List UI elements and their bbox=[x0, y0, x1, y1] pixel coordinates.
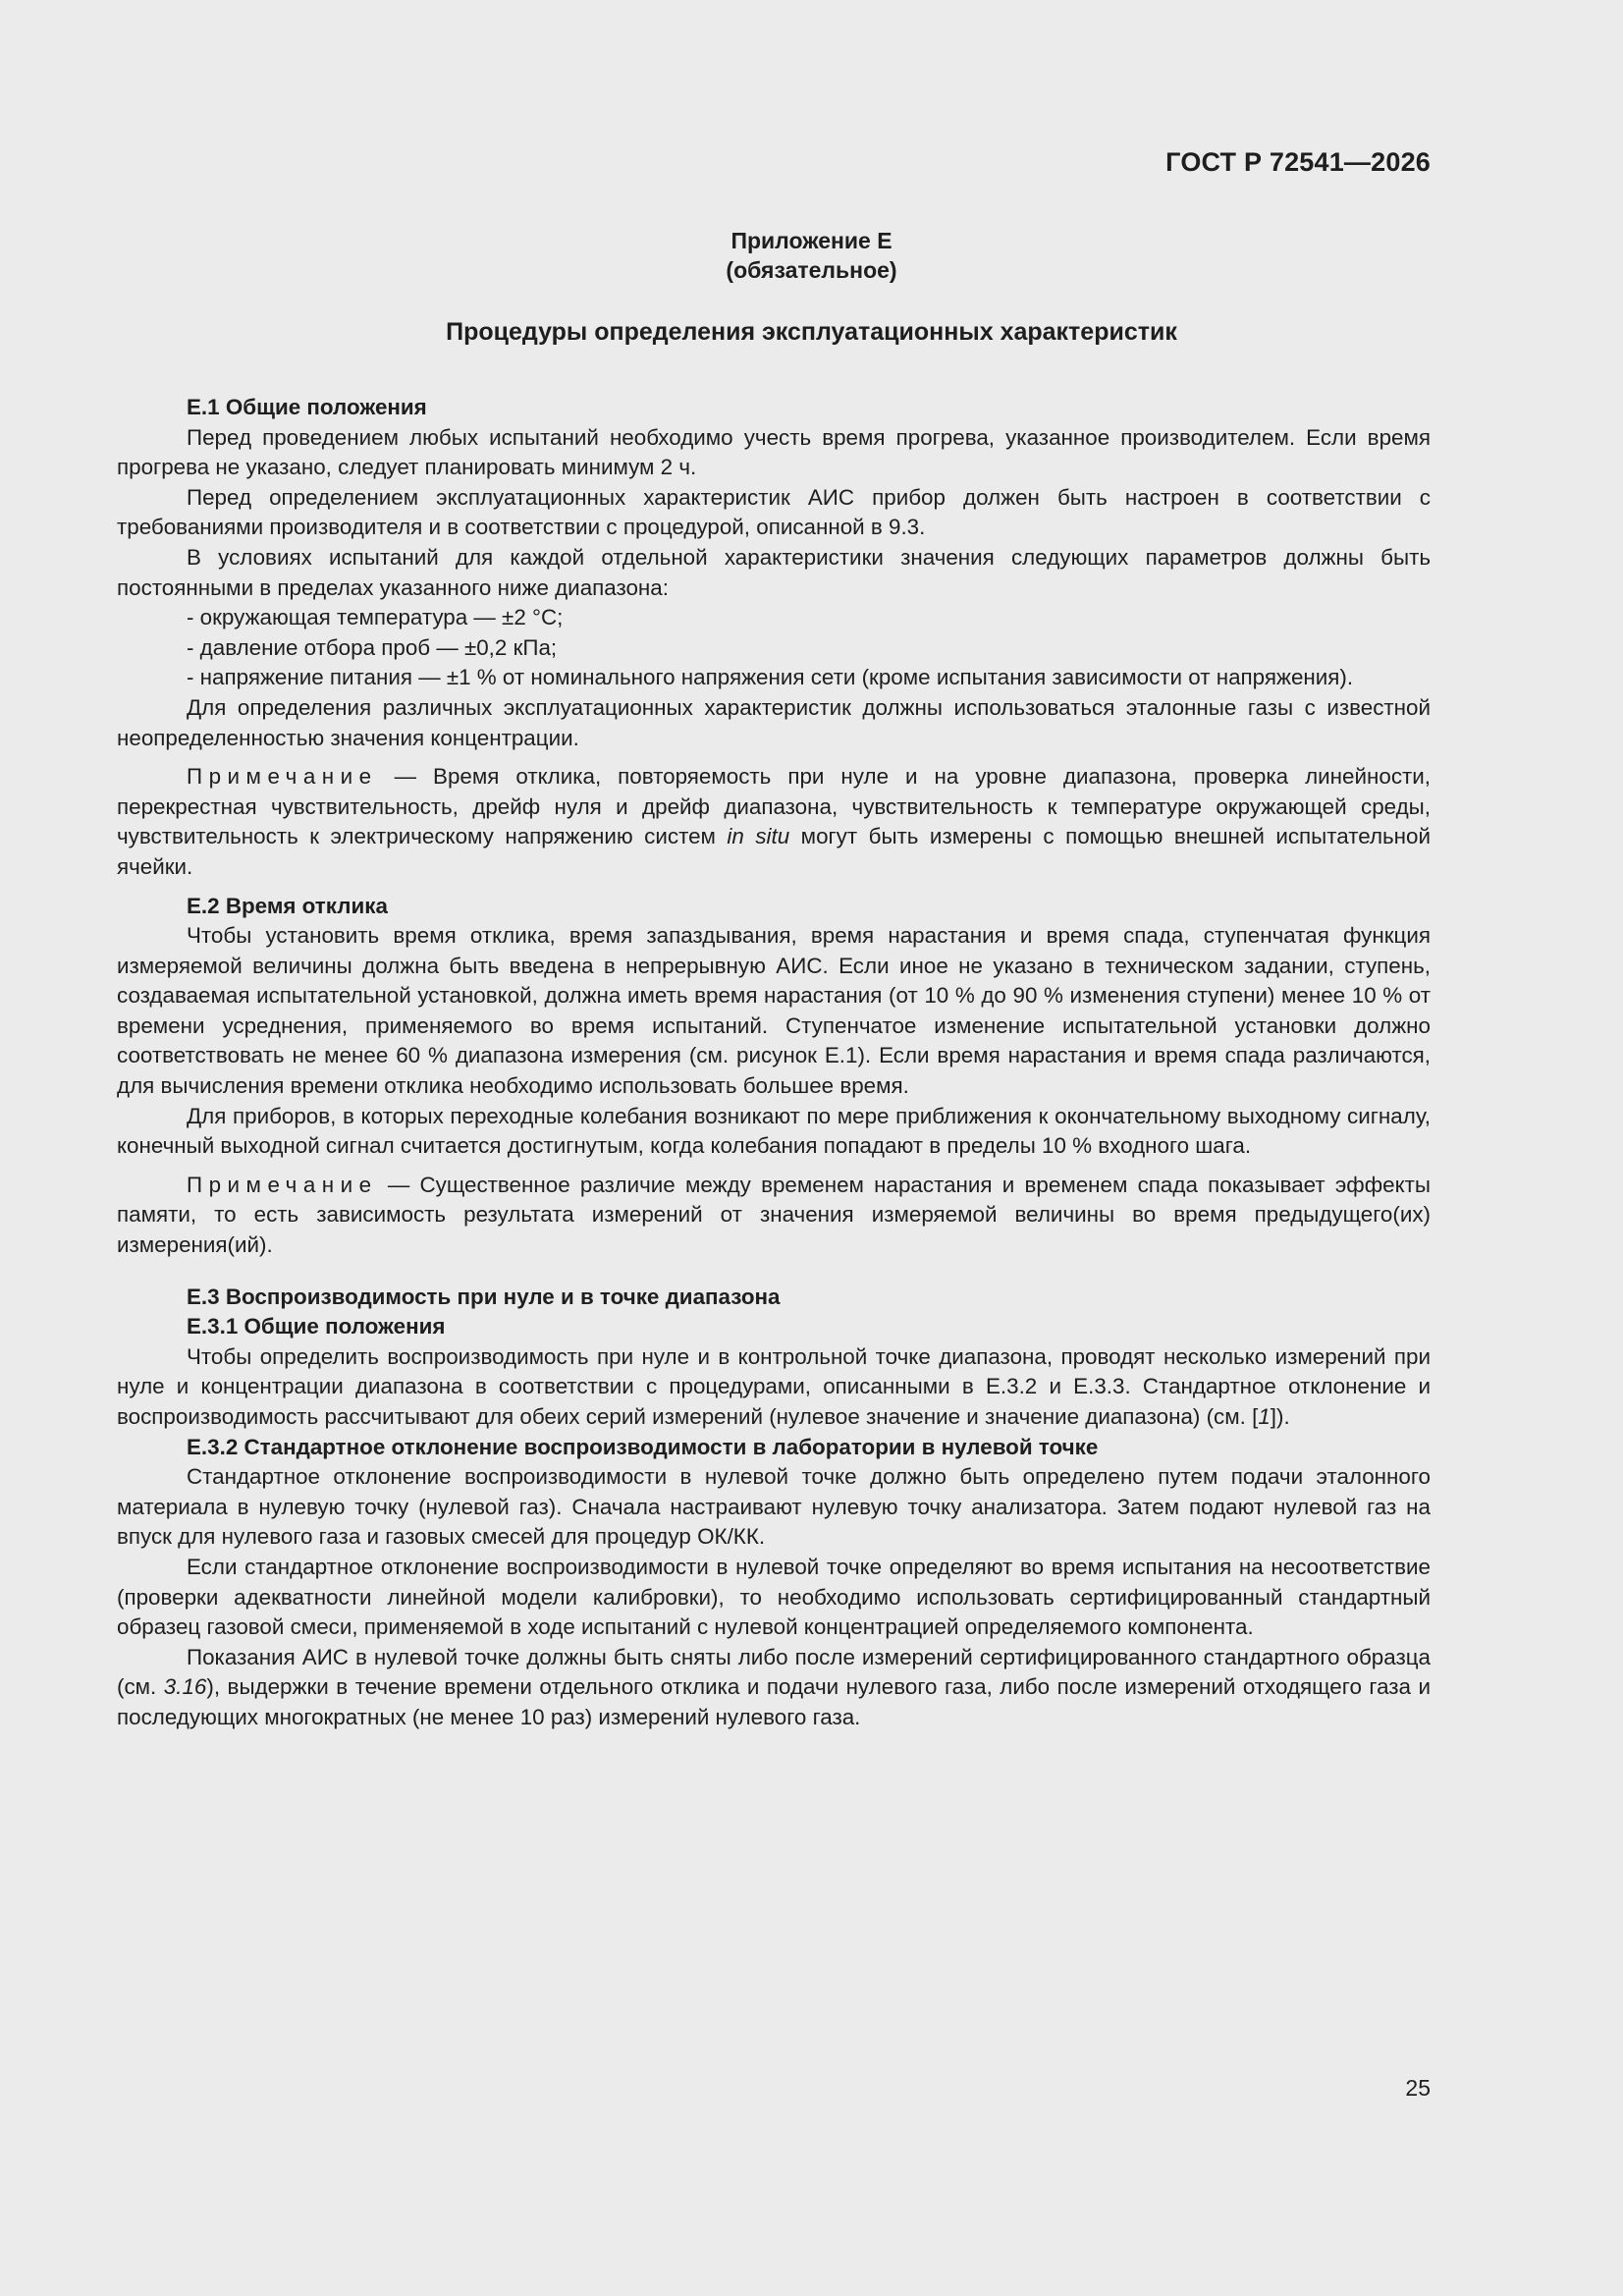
paragraph: Перед определением эксплуатационных характеристик АИС прибор должен быть настроен в соответствии с требованиями производителя и в соответствии с процедурой, описанной в 9.3. bbox=[117, 484, 1431, 540]
note-label: Примечание bbox=[187, 1172, 378, 1197]
section-e2-heading: Е.2 Время отклика bbox=[187, 893, 388, 918]
list-item: - давление отбора проб — ±0,2 кПа; bbox=[187, 634, 558, 660]
section-e3-heading: Е.3 Воспроизводимость при нуле и в точке диапазона bbox=[187, 1284, 781, 1309]
list-item: - окружающая температура — ±2 °С; bbox=[187, 605, 564, 630]
paragraph: Для определения различных эксплуатационных характеристик должны использоваться эталонные газы с известной неопределенностью значения концентрации. bbox=[117, 694, 1431, 750]
appendix-main-title: Процедуры определения эксплуатационных характеристик bbox=[446, 318, 1177, 346]
note-label: Примечание bbox=[187, 764, 378, 790]
paragraph: Для приборов, в которых переходные колебания возникают по мере приближения к окончательному выходному сигналу, конечный выходной сигнал считается достигнутым, когда колебания попадают в пределы 10 % входного шага. bbox=[117, 1103, 1431, 1159]
paragraph bbox=[117, 1342, 1431, 1433]
document-id: ГОСТ Р 72541—2026 bbox=[1165, 147, 1431, 177]
paragraph-text: Показания АИС в нулевой точке должны быть сняты либо после измерений сертифицированного стандартного образца (см. bbox=[117, 1644, 1431, 1700]
note-text: могут быть измерены с помощью внешней испытательной ячейки. bbox=[117, 824, 1431, 879]
paragraph: Перед проведением любых испытаний необходимо учесть время прогрева, указанное производителем. Если время прогрева не указано, следует планировать минимум 2 ч. bbox=[117, 424, 1431, 480]
paragraph-text: Чтобы определить воспроизводимость при нуле и в контрольной точке диапазона, проводят несколько измерений при нуле и концентрации диапазона в соответствии с процедурами, описанными в Е.3.2 и Е.3.3. Стандартное отклонение и воспроизводимость рассчитывают для обеих серий измерений (нулевое значение и значение диапазона) (см. [ bbox=[117, 1343, 1431, 1429]
paragraph: В условиях испытаний для каждой отдельной характеристики значения следующих параметров должны быть постоянными в пределах указанного ниже диапазона: bbox=[117, 544, 1431, 600]
reference-link[interactable]: 3.16 bbox=[163, 1674, 207, 1700]
note-text: — Существенное различие между временем нарастания и временем спада показывает эффекты памяти, то есть зависимость результата измерений от значения измеряемой величины во время предыдущего(их) измерения(ий). bbox=[117, 1172, 1431, 1258]
note-text: — Время отклика, повторяемость при нуле и на уровне диапазона, проверка линейности, перекрестная чувствительность, дрейф нуля и дрейф диапазона, чувствительность к температуре окружающей среды, чувствительность к электрическому напряжению систем bbox=[117, 764, 1431, 849]
appendix-title: Приложение Е bbox=[730, 228, 893, 253]
paragraph bbox=[117, 1643, 1431, 1733]
paragraph-text: ), выдержки в течение времени отдельного отклика и подачи нулевого газа, либо после измерений отходящего газа и последующих многократных (не менее 10 раз) измерений нулевого газа. bbox=[117, 1674, 1431, 1729]
list-item: - напряжение питания — ±1 % от номинального напряжения сети (кроме испытания зависимости от напряжения). bbox=[187, 665, 1354, 690]
paragraph: Стандартное отклонение воспроизводимости в нулевой точке должно быть определено путем подачи эталонного материала в нулевую точку (нулевой газ). Сначала настраивают нулевую точку анализатора. Затем подают нулевой газ на впуск для нулевого газа и газовых смесей для процедур ОК/КК. bbox=[117, 1464, 1431, 1550]
page-number: 25 bbox=[1405, 2075, 1431, 2101]
note-emphasis: in situ bbox=[727, 824, 790, 849]
section-e31-heading: Е.3.1 Общие положения bbox=[187, 1314, 446, 1339]
appendix-status: (обязательное) bbox=[726, 257, 897, 283]
note bbox=[117, 1171, 1431, 1261]
paragraph: Если стандартное отклонение воспроизводимости в нулевой точке определяют во время испытания на несоответствие (проверки адекватности линейной модели калибровки), то необходимо использовать сертифицированный стандартный образец газовой смеси, применяемой в ходе испытаний с нулевой концентрацией определяемого компонента. bbox=[117, 1554, 1431, 1640]
note bbox=[117, 762, 1431, 882]
section-e1-heading: Е.1 Общие положения bbox=[187, 395, 427, 419]
reference-link[interactable]: 1 bbox=[1258, 1404, 1271, 1429]
paragraph: Чтобы установить время отклика, время запаздывания, время нарастания и время спада, ступенчатая функция измеряемой величины должна быть введена в непрерывную АИС. Если иное не указано в техническом задании, ступень, создаваемая испытательной установкой, должна иметь время нарастания (от 10 % до 90 % изменения ступени) менее 10 % от времени усреднения, применяемого во время испытаний. Ступенчатое изменение испытательной установки должно соответствовать не менее 60 % диапазона измерения (см. рисунок Е.1). Если время нарастания и время спада различаются, для вычисления времени отклика необходимо использовать большее время. bbox=[117, 923, 1431, 1099]
section-e32-heading: Е.3.2 Стандартное отклонение воспроизводимости в лаборатории в нулевой точке bbox=[187, 1434, 1099, 1459]
document-body bbox=[117, 393, 1431, 1733]
appendix-header bbox=[0, 226, 1623, 285]
paragraph-text: ]). bbox=[1270, 1404, 1290, 1429]
